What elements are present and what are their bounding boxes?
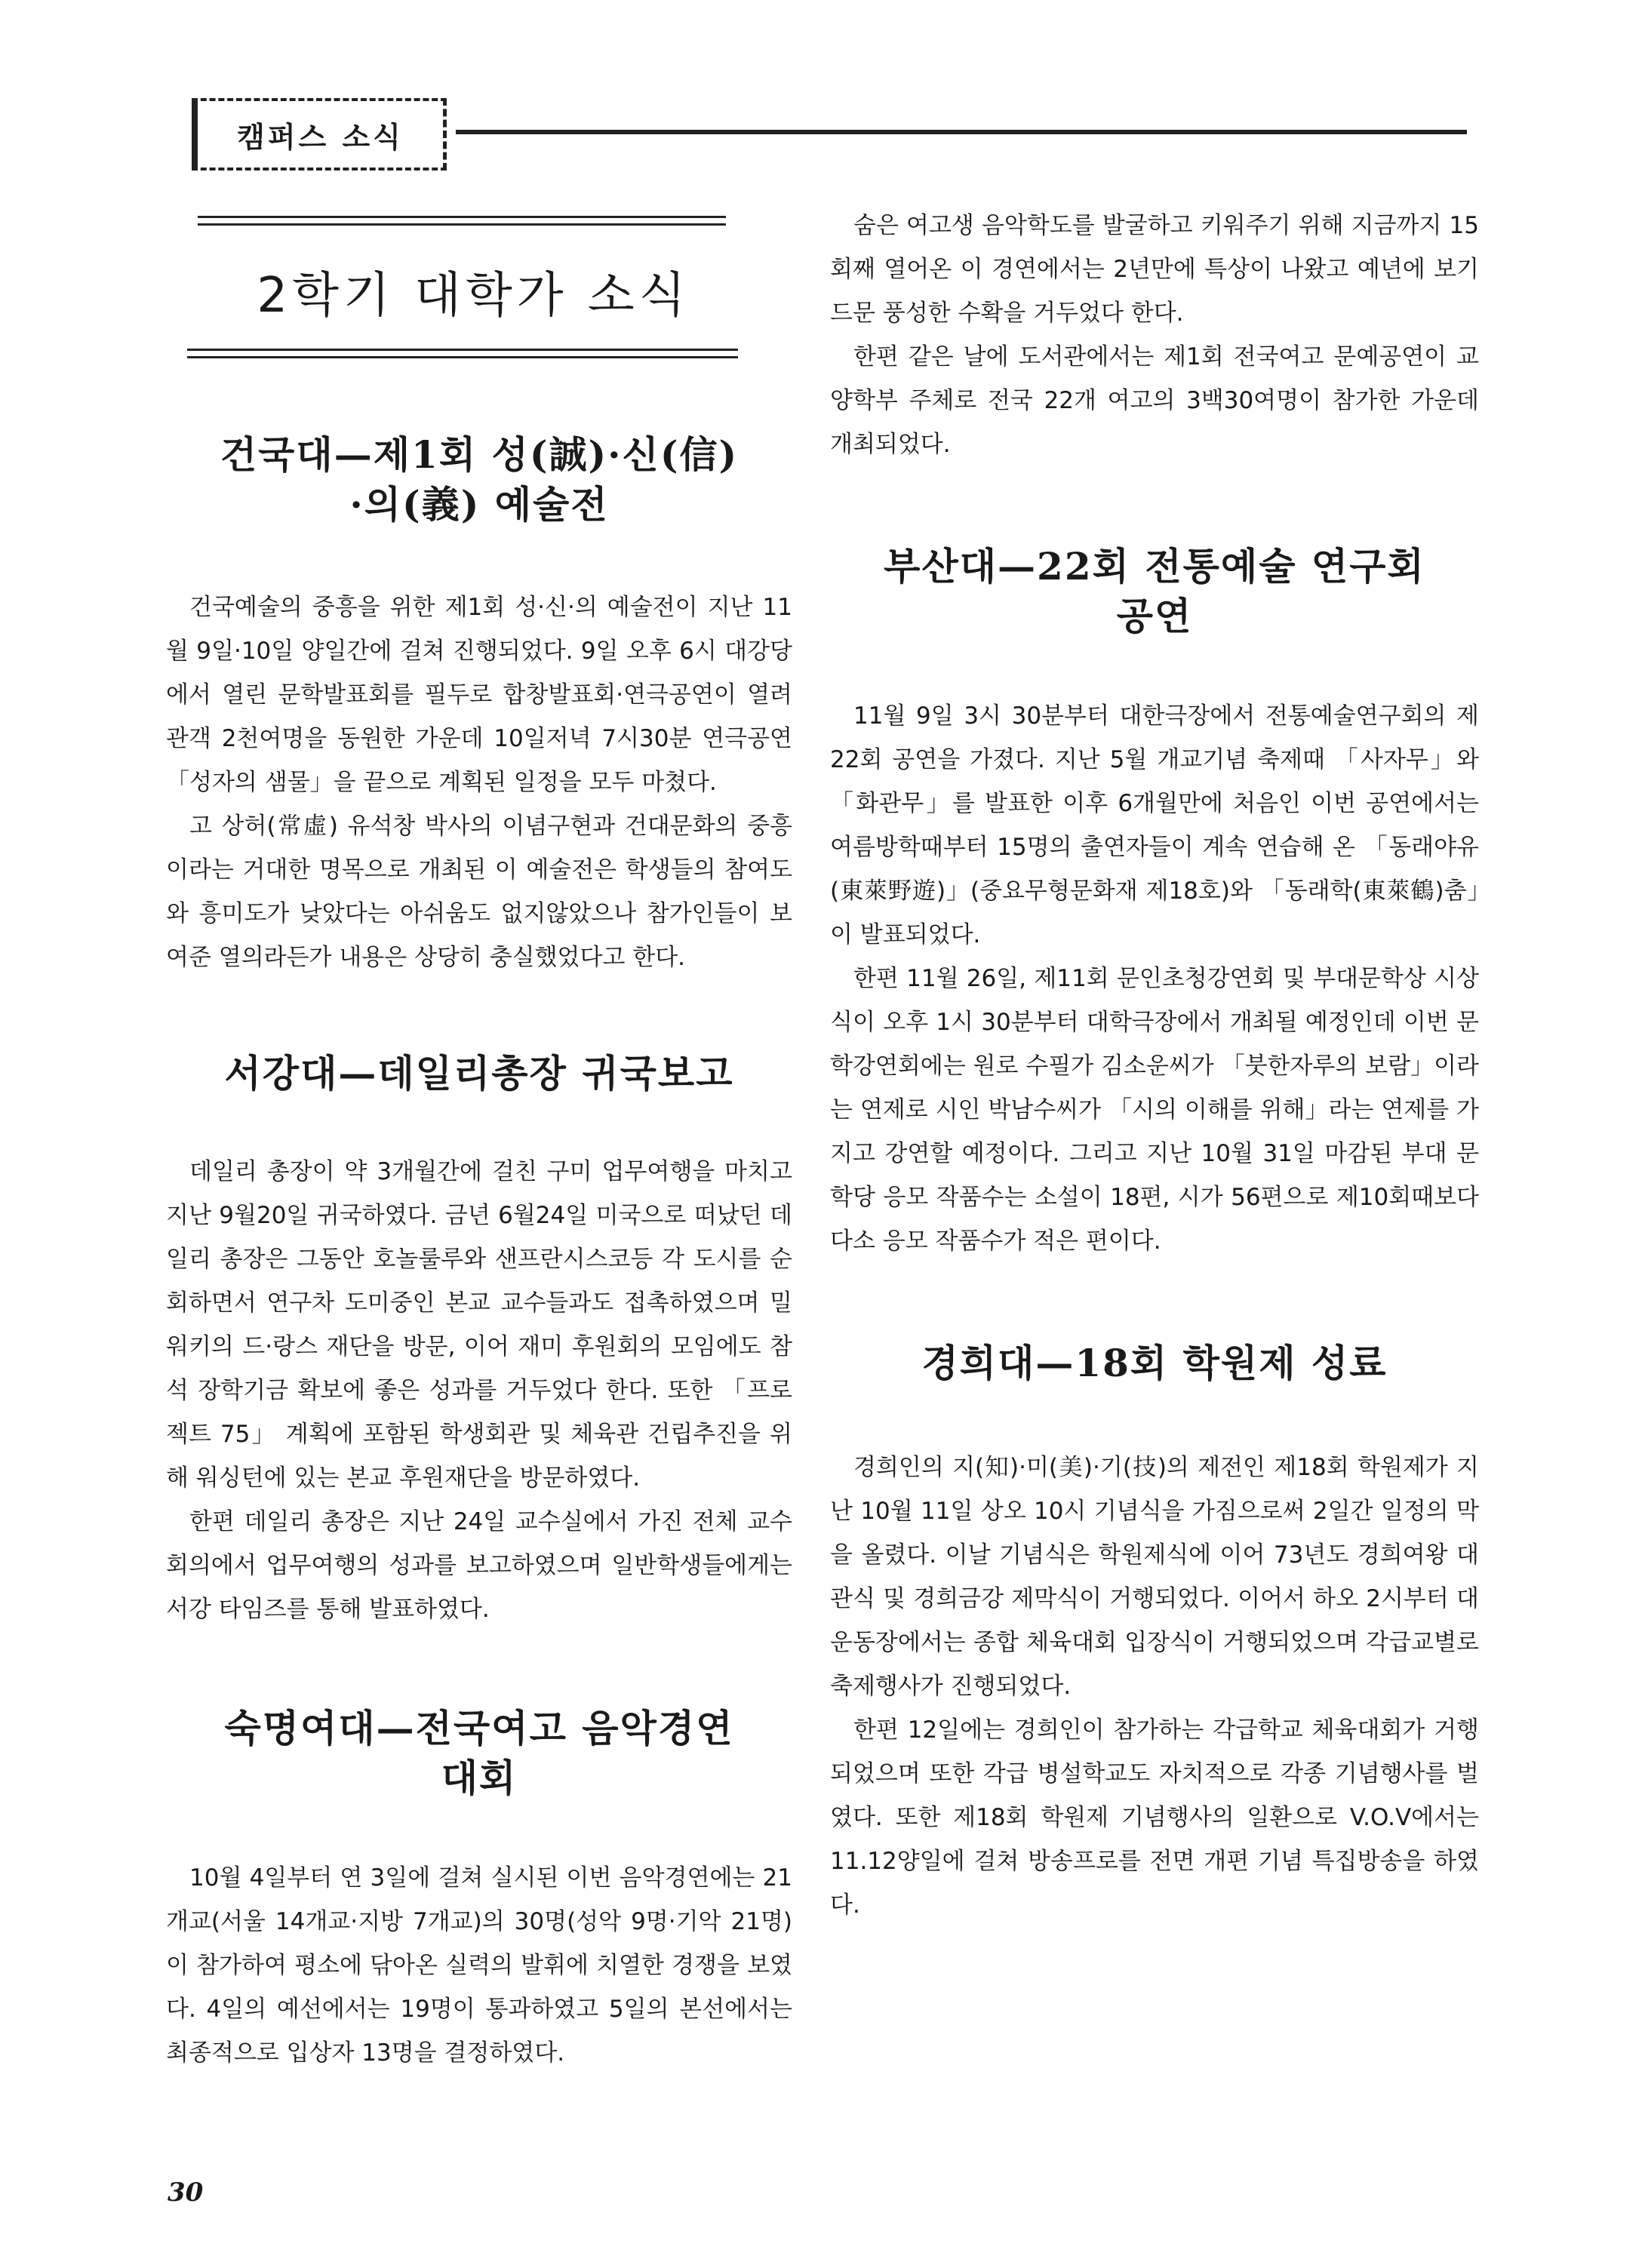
paragraph: 10월 4일부터 연 3일에 걸쳐 실시된 이번 음악경연에는 21개교(서울 14개교·지방 7개교)의 30명(성악 9명·기악 21명)이 참가하여 평소에 닦아온 실력의 발휘에 치열한 경쟁을 보였다. 4일의 예선에서는 19명이 통과하였고 5일의 본선에서는 최종적으로 입상자 13명을 결정하였다.: [166, 1864, 792, 2067]
paragraph: 경희인의 지(知)·미(美)·기(技)의 제전인 제18회 학원제가 지난 10월 11일 상오 10시 기념식을 가짐으로써 2일간 일정의 막을 올렸다. 이날 기념식은 학원제식에 이어 73년도 경희여왕 대관식 및 경희금강 제막식이 거행되었다. 이어서 하오 2시부터 대운동장에서는 종합 체육대회 입장식이 거행되었으며 각급교별로 축제행사가 진행되었다.: [830, 1454, 1479, 1700]
page-number: 30: [168, 2177, 204, 2208]
article-sookmyung: [166, 1704, 792, 2075]
heading-line: 공연: [1116, 594, 1193, 638]
heading-line: 숙명여대—전국여고 음악경연: [224, 1706, 734, 1750]
article-kyunghee: [830, 1338, 1479, 1927]
article-heading: [166, 1049, 792, 1099]
right-column: [830, 204, 1479, 1927]
heading-line: ·의(義) 예술전: [349, 482, 609, 527]
section-tag: [192, 98, 447, 171]
paragraph: 11월 9일 3시 30분부터 대한극장에서 전통예술연구회의 제22회 공연을 가졌다. 지난 5월 개교기념 축제때 「사자무」와 「화관무」를 발표한 이후 6개월만에 처음인 이번 공연에서는 여름방학때부터 15명의 출연자들이 계속 연습해 온 「동래야유(東萊野遊)」(중요무형문화재 제18호)와 「동래학(東萊鶴)춤」이 발표되었다.: [830, 702, 1479, 948]
article-heading: [166, 430, 792, 530]
article-konkuk: [166, 430, 792, 979]
left-column: [166, 407, 792, 2075]
paragraph: 한편 12일에는 경희인이 참가하는 각급학교 체육대회가 거행되었으며 또한 각급 병설학교도 자치적으로 각종 기념행사를 벌였다. 또한 제18회 학원제 기념행사의 일환으로 V.O.V에서는 11.12양일에 걸쳐 방송프로를 전면 개편 기념 특집방송을 하였다.: [830, 1716, 1479, 1919]
article-heading: [830, 542, 1479, 641]
article-heading: [166, 1704, 792, 1803]
paragraph: 고 상허(常虛) 유석창 박사의 이념구현과 건대문화의 중흥이라는 거대한 명목으로 개최된 이 예술전은 학생들의 참여도와 흥미도가 낮았다는 아쉬움도 없지않았으나 참가인들이 보여준 열의라든가 내용은 상당히 충실했었다고 한다.: [166, 813, 792, 971]
paragraph: 한편 11월 26일, 제11회 문인초청강연회 및 부대문학상 시상식이 오후 1시 30분부터 대학극장에서 개최될 예정인데 이번 문학강연회에는 원로 수필가 김소운씨가 「붓한자루의 보람」이라는 연제로 시인 박남수씨가 「시의 이해를 위해」라는 연제를 가지고 강연할 예정이다. 그리고 지난 10월 31일 마감된 부대 문학당 응모 작품수는 소설이 18편, 시가 56편으로 제10회때보다 다소 응모 작품수가 적은 편이다.: [830, 965, 1479, 1255]
paragraph: 건국예술의 중흥을 위한 제1회 성·신·의 예술전이 지난 11월 9일·10일 양일간에 걸쳐 진행되었다. 9일 오후 6시 대강당에서 열린 문학발표회를 필두로 합창발표회·연극공연이 열려 관객 2천여명을 동원한 가운데 10일저녁 7시30분 연극공연 「성자의 샘물」을 끝으로 계획된 일정을 모두 마쳤다.: [166, 594, 792, 796]
title-rule-top: [198, 216, 726, 226]
heading-line: 건국대—제1회 성(誠)·신(信): [220, 432, 739, 477]
paragraph: 한편 같은 날에 도서관에서는 제1회 전국여고 문예공연이 교양학부 주체로 전국 22개 여고의 3백30여명이 참가한 가운데 개최되었다.: [830, 343, 1479, 458]
article-heading: [830, 1338, 1479, 1388]
article-pusan: [830, 542, 1479, 1263]
paragraph: 한편 데일리 총장은 지난 24일 교수실에서 가진 전체 교수회의에서 업무여행의 성과를 보고하였으며 일반학생들에게는 서강 타임즈를 통해 발표하였다.: [166, 1508, 792, 1623]
heading-line: 부산대—22회 전통예술 연구회: [884, 544, 1425, 589]
article-sogang: [166, 1049, 792, 1631]
section-tag-label: 캠퍼스 소식: [237, 120, 404, 154]
page-title: 2학기 대학가 소식: [257, 268, 690, 324]
heading-line: 서강대—데일리총장 귀국보고: [224, 1051, 734, 1096]
title-rule-bottom: [187, 349, 738, 358]
heading-line: 경희대—18회 학원제 성료: [921, 1341, 1388, 1385]
header-rule: [456, 130, 1467, 134]
paragraph: 숨은 여고생 음악학도를 발굴하고 키워주기 위해 지금까지 15회째 열어온 이 경연에서는 2년만에 특상이 나왔고 예년에 보기드문 풍성한 수확을 거두었다 한다.: [830, 212, 1479, 327]
paragraph: 데일리 총장이 약 3개월간에 걸친 구미 업무여행을 마치고 지난 9월20일 귀국하였다. 금년 6월24일 미국으로 떠났던 데일리 총장은 그동안 호놀룰루와 샌프란시스코등 각 도시를 순회하면서 연구차 도미중인 본교 교수들과도 접촉하였으며 밀워키의 드·랑스 재단을 방문, 이어 재미 후원회의 모임에도 참석 장학기금 확보에 좋은 성과를 거두었다 한다. 또한 「프로젝트 75」 계획에 포함된 학생회관 및 체육관 건립추진을 위해 워싱턴에 있는 본교 후원재단을 방문하였다.: [166, 1158, 792, 1492]
heading-line: 대회: [441, 1756, 518, 1800]
